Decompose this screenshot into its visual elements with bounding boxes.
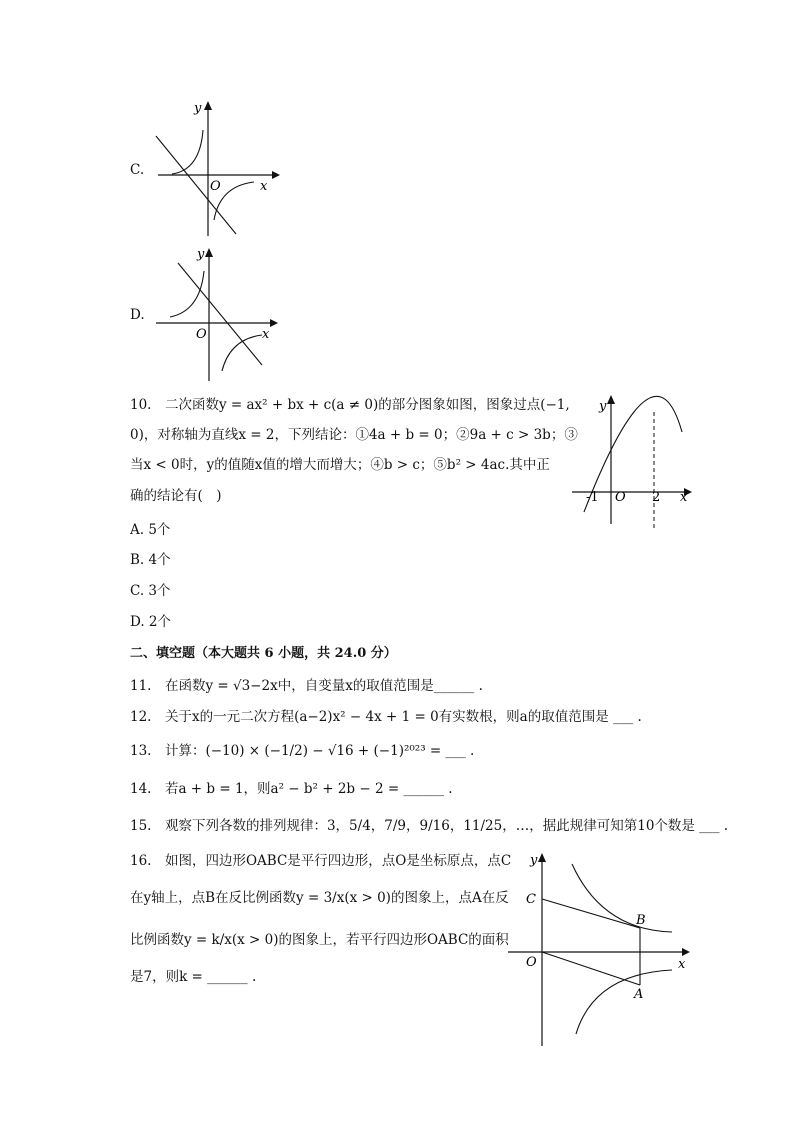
option-c-graph bbox=[150, 98, 280, 240]
line-graph bbox=[156, 136, 236, 234]
tick-label-minus-one: -1 bbox=[586, 490, 599, 505]
x-label: x bbox=[262, 327, 270, 342]
point-a-label: A bbox=[634, 987, 644, 1002]
y-label: y bbox=[194, 101, 202, 116]
q10-choice-a: A. 5个 bbox=[130, 522, 171, 538]
section-2-title: 二、填空题（本大题共 6 小题，共 24.0 分） bbox=[130, 646, 397, 661]
hyperbola-branch-upper bbox=[172, 130, 203, 174]
q16-line-4: 是7，则k = ______ . bbox=[130, 969, 257, 985]
x-label: x bbox=[260, 179, 268, 194]
q10-choice-d: D. 2个 bbox=[130, 614, 172, 630]
x-axis-arrow bbox=[272, 171, 280, 179]
hyperbola-branch-upper bbox=[170, 271, 204, 317]
q16-parallelogram-graph bbox=[506, 848, 696, 1048]
point-c-label: C bbox=[526, 892, 536, 907]
q10-choice-c: C. 3个 bbox=[130, 583, 171, 599]
segment-cb bbox=[542, 899, 640, 928]
q16-line-2: 在y轴上，点B在反比例函数y = 3/x(x > 0)的图象上，点A在反 bbox=[130, 890, 509, 906]
tick-label-two: 2 bbox=[652, 490, 661, 505]
y-label: y bbox=[197, 247, 205, 262]
q10-choice-b: B. 4个 bbox=[130, 552, 171, 568]
q10-line-1: 10. 二次函数y = ax² + bx + c(a ≠ 0)的部分图象如图，图象过点(−1, bbox=[130, 397, 570, 413]
x-label: x bbox=[680, 490, 688, 505]
q12-text: 12. 关于x的一元二次方程(a−2)x² − 4x + 1 = 0有实数根，则a的取值范围是 ___ . bbox=[130, 709, 642, 725]
point-b-label: B bbox=[636, 913, 646, 928]
option-d-graph bbox=[150, 243, 280, 383]
y-label: y bbox=[599, 399, 607, 414]
x-axis-arrow bbox=[682, 948, 690, 956]
q16-line-3: 比例函数y = k/x(x > 0)的图象上，若平行四边形OABC的面积 bbox=[130, 932, 509, 948]
q13-text: 13. 计算：(−10) × (−1/2) − √16 + (−1)²⁰²³ = ___ . bbox=[130, 743, 475, 759]
x-label: x bbox=[678, 957, 686, 972]
segment-oa bbox=[542, 952, 640, 985]
origin-label: O bbox=[526, 955, 537, 970]
q16-line-1: 16. 如图，四边形OABC是平行四边形，点O是坐标原点，点C bbox=[130, 853, 512, 869]
q10-line-4: 确的结论有( ) bbox=[130, 488, 222, 504]
q10-line-2: 0)，对称轴为直线x = 2，下列结论：①4a + b = 0；②9a + c > 3b；③ bbox=[130, 427, 578, 443]
x-axis-arrow bbox=[270, 319, 278, 327]
q15-text: 15. 观察下列各数的排列规律：3，5/4，7/9，9/16，11/25，…，据此规律可知第10个数是 ___ . bbox=[130, 818, 729, 834]
y-axis-arrow bbox=[607, 395, 615, 404]
y-axis-arrow bbox=[538, 853, 546, 862]
q11-text: 11. 在函数y = √3−2x中，自变量x的取值范围是______ . bbox=[130, 678, 483, 694]
y-axis-arrow bbox=[204, 101, 212, 110]
q10-line-3: 当x < 0时，y的值随x值的增大而增大；④b > c；⑤b² > 4ac.其中正 bbox=[130, 457, 550, 473]
origin-label: O bbox=[210, 179, 221, 194]
option-c-label: C. bbox=[130, 162, 145, 178]
q14-text: 14. 若a + b = 1，则a² − b² + 2b − 2 = ______ . bbox=[130, 781, 453, 797]
q10-parabola-graph bbox=[568, 392, 694, 530]
option-d-label: D. bbox=[130, 307, 145, 323]
origin-label: O bbox=[615, 490, 626, 505]
origin-label: O bbox=[196, 327, 207, 342]
y-axis-arrow bbox=[205, 248, 213, 257]
line-graph bbox=[178, 263, 262, 365]
y-label: y bbox=[530, 853, 538, 868]
hyperbola-b-curve bbox=[572, 864, 672, 932]
